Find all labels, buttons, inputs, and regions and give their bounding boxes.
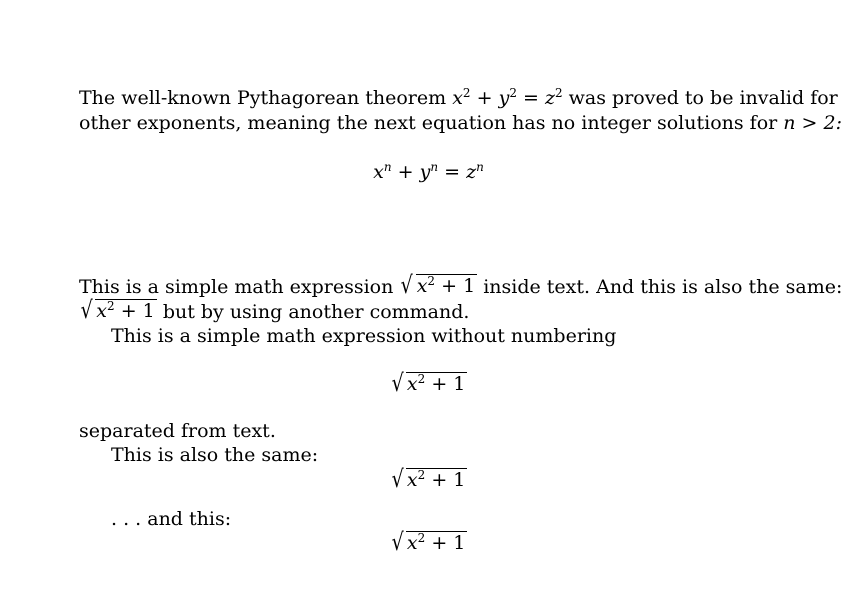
paragraph1-line1	[79, 86, 838, 110]
paragraph5-line1: . . . and this:	[111, 508, 232, 530]
inline-sqrt-expression: √ $x^2 + 1$	[400, 271, 476, 299]
paragraph4-line1: This is also the same:	[111, 444, 319, 466]
paragraph1-line2-prefix: other exponents, meaning the next equation has no integer solutions for	[79, 112, 778, 134]
paragraph1-line2	[79, 111, 842, 135]
paragraph2-line1-suffix: inside text. And this is also the same:	[483, 276, 843, 298]
display-sqrt-expression-1: √ $x^2 + 1$	[391, 369, 466, 397]
paragraph2-line1	[79, 271, 843, 299]
paragraph2-line1-prefix: This is a simple math expression	[79, 276, 394, 298]
paragraph1-line1-suffix: was proved to be invalid for	[568, 87, 838, 109]
fermat-equation: $x^n + y^n = z^n$	[373, 160, 484, 183]
display-sqrt-expression-3: √ $x^2 + 1$	[391, 528, 466, 556]
paragraph1-line1-prefix: The well-known Pythagorean theorem	[79, 87, 447, 109]
pythagorean-equation: $x^2 + y^2 = z^2$	[452, 86, 563, 109]
paragraph2-line2-suffix: but by using another command.	[162, 301, 470, 323]
paragraph3-line2: separated from text.	[79, 420, 276, 442]
exponent-condition: n > 2:	[783, 112, 842, 134]
paragraph3-line1: This is a simple math expression without numbering	[111, 325, 617, 347]
display-sqrt-expression-2: √ $x^2 + 1$	[391, 465, 466, 493]
inline-sqrt-expression-2: √ $x^2 + 1$	[80, 296, 155, 324]
paragraph2-line2	[79, 296, 470, 324]
